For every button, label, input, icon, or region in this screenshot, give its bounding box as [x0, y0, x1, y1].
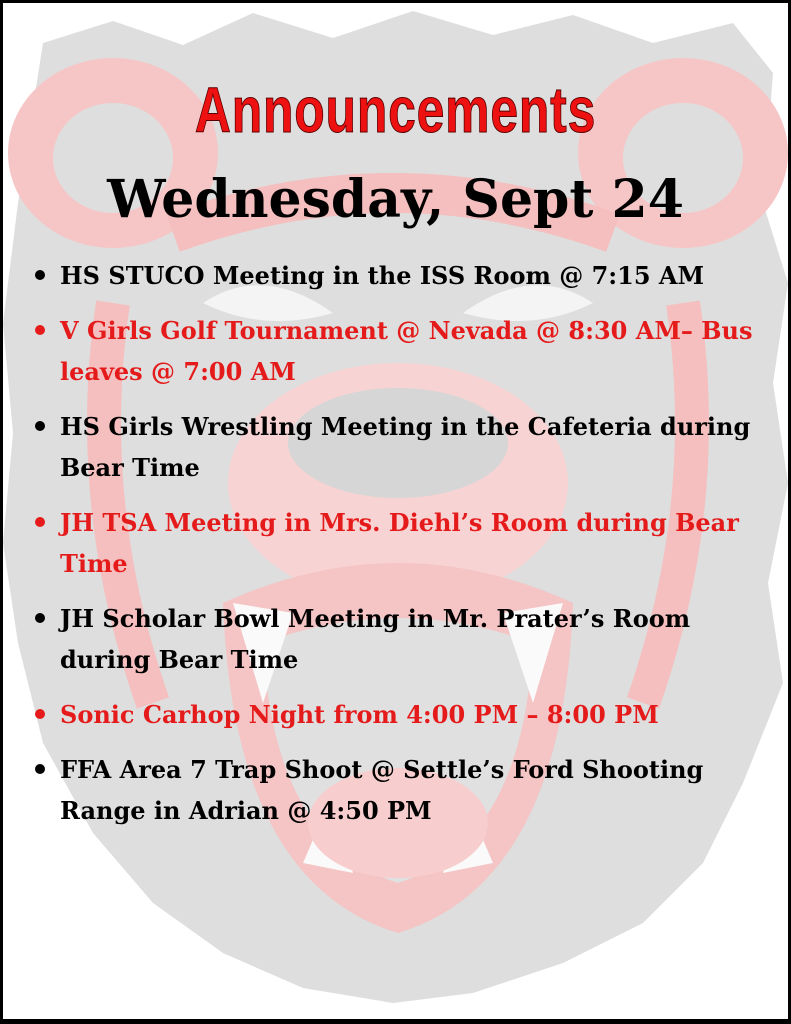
- bullet-icon: [35, 270, 45, 280]
- list-item-text: V Girls Golf Tournament @ Nevada @ 8:30 AM– Bus leaves @ 7:00 AM: [60, 316, 753, 386]
- date-heading: Wednesday, Sept 24: [107, 169, 684, 230]
- page-title: Announcements: [194, 74, 597, 146]
- bullet-icon: [35, 764, 45, 774]
- list-item: [33, 310, 763, 392]
- bullet-icon: [35, 709, 45, 719]
- list-item-text: Sonic Carhop Night from 4:00 PM – 8:00 PM: [60, 700, 659, 729]
- list-item-text: HS Girls Wrestling Meeting in the Cafeteria during Bear Time: [60, 412, 751, 482]
- bullet-icon: [35, 517, 45, 527]
- bullet-icon: [35, 421, 45, 431]
- list-item-text: JH TSA Meeting in Mrs. Diehl’s Room during Bear Time: [60, 508, 739, 578]
- list-item-text: JH Scholar Bowl Meeting in Mr. Prater’s Room during Bear Time: [60, 604, 691, 674]
- announcement-flyer: [3, 3, 788, 1019]
- list-item-text: HS STUCO Meeting in the ISS Room @ 7:15 AM: [60, 261, 705, 290]
- list-item-text: FFA Area 7 Trap Shoot @ Settle’s Ford Shooting Range in Adrian @ 4:50 PM: [60, 755, 704, 825]
- list-item: [33, 406, 763, 488]
- list-item: [33, 255, 763, 296]
- list-item: [33, 598, 763, 680]
- list-item: [33, 749, 763, 831]
- list-item: [33, 502, 763, 584]
- list-item: [33, 694, 763, 735]
- bullet-icon: [35, 613, 45, 623]
- bullet-icon: [35, 325, 45, 335]
- announcement-list: [33, 255, 763, 845]
